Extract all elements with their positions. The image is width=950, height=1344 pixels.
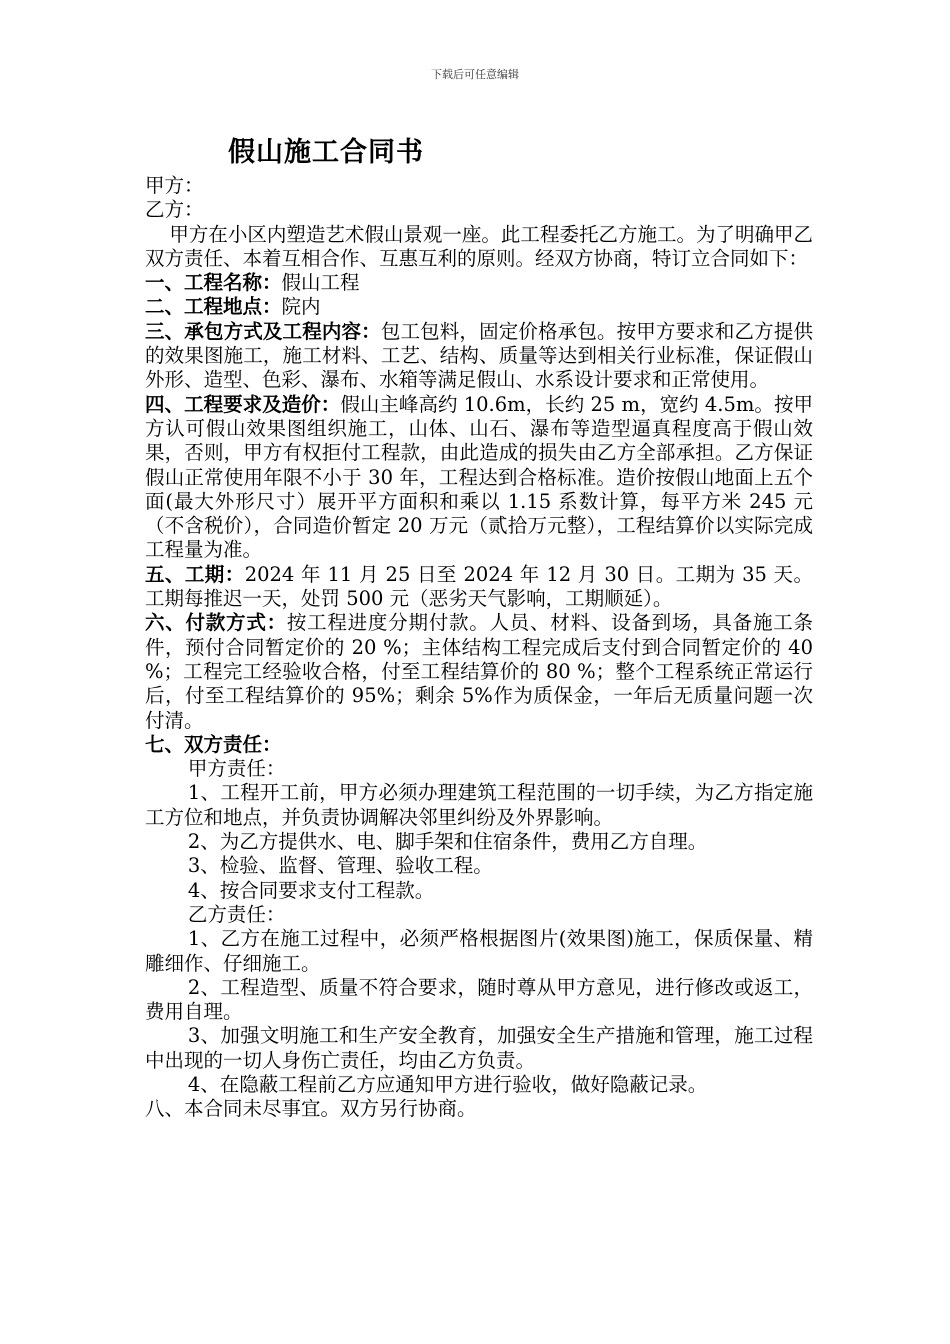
party-a-duty-item: 3、检验、监督、管理、验收工程。 bbox=[187, 854, 493, 878]
party-b-duty-item: 2、工程造型、质量不符合要求，随时尊从甲方意见，进行修改或返工，费用自理。 bbox=[145, 975, 813, 1024]
party-a-duty-item: 4、按合同要求支付工程款。 bbox=[187, 878, 435, 902]
section-1-text: 假山工程 bbox=[281, 271, 360, 295]
page-header-note: 下载后可任意编辑 bbox=[431, 68, 519, 81]
party-b-duty-item: 1、乙方在施工过程中，必须严格根据图片(效果图)施工，保质保量、精雕细作、仔细施工。 bbox=[145, 927, 813, 975]
section-5 bbox=[145, 563, 813, 612]
party-b-duty-item: 4、在隐蔽工程前乙方应通知甲方进行验收，做好隐蔽记录。 bbox=[187, 1072, 708, 1096]
section-5-text: 2024 年 11 月 25 日至 2024 年 12 月 30 日。工期为 35 天。工期每推迟一天，处罚 500 元（恶劣天气影响，工期顺延）。 bbox=[145, 562, 813, 611]
party-a-duty-item: 1、工程开工前，甲方必须办理建筑工程范围的一切手续，为乙方指定施工方位和地点，并负责协调解决邻里纠纷及外界影响。 bbox=[145, 781, 813, 829]
section-2-text: 院内 bbox=[281, 295, 321, 319]
contract-body bbox=[145, 174, 813, 1122]
party-a-duties-label: 甲方责任： bbox=[187, 757, 286, 781]
section-6 bbox=[145, 611, 813, 732]
section-1-heading: 一、工程名称： bbox=[145, 271, 282, 295]
section-4 bbox=[145, 393, 813, 563]
section-4-text: 假山主峰高约 10.6m，长约 25 m，宽约 4.5m。按甲方认可假山效果图组织施工，山体、山石、瀑布等造型逼真程度高于假山效果，否则，甲方有权拒付工程款，由此造成的损失由乙方全部承担。乙方保证假山正常使用年限不小于 30 年，工程达到合格标准。造价按假山地面上五个面(最大外形尺寸）展开平方面积和乘以 1.15 系数计算，每平方米 245 元（不含税价），合同造价暂定 20 万元（贰拾万元整），工程结算价以实际完成工程量为准。 bbox=[145, 392, 813, 562]
section-3 bbox=[145, 320, 813, 393]
party-b-duty-item: 3、加强文明施工和生产安全教育，加强安全生产措施和管理，施工过程中出现的一切人身伤亡责任，均由乙方负责。 bbox=[145, 1024, 813, 1072]
section-7-heading: 七、双方责任： bbox=[145, 732, 282, 756]
section-3-text: 包工包料，固定价格承包。按甲方要求和乙方提供的效果图施工，施工材料、工艺、结构、质量等达到相关行业标准，保证假山外形、造型、色彩、瀑布、水箱等满足假山、水系设计要求和正常使用。 bbox=[145, 319, 813, 392]
section-4-heading: 四、工程要求及造价： bbox=[145, 392, 341, 416]
section-3-heading: 三、承包方式及工程内容： bbox=[145, 319, 381, 343]
party-a-line: 甲方： bbox=[145, 174, 204, 197]
section-1 bbox=[145, 271, 813, 295]
intro-paragraph: 甲方在小区内塑造艺术假山景观一座。此工程委托乙方施工。为了明确甲乙双方责任、本着互相合作、互惠互利的原则。经双方协商，特订立合同如下： bbox=[145, 222, 813, 270]
party-b-duties-label: 乙方责任： bbox=[187, 902, 286, 926]
section-6-heading: 六、付款方式： bbox=[145, 611, 287, 635]
document-title: 假山施工合同书 bbox=[228, 137, 424, 168]
section-7 bbox=[145, 733, 813, 757]
section-5-heading: 五、工期： bbox=[145, 562, 245, 586]
section-6-text: 按工程进度分期付款。人员、材料、设备到场，具备施工条件，预付合同暂定价的 20 %；主体结构工程完成后支付到合同暂定价的 40 %；工程完工经验收合格，付至工程结算价的 80 %；整个工程系统正常运行后，付至工程结算价的 95%；剩余 5%作为质保金，一年后无质量问题一次付清。 bbox=[145, 611, 813, 732]
party-a-duty-item: 2、为乙方提供水、电、脚手架和住宿条件，费用乙方自理。 bbox=[187, 830, 708, 854]
section-2 bbox=[145, 295, 813, 319]
section-2-heading: 二、工程地点： bbox=[145, 295, 282, 319]
section-8: 八、本合同未尽事宜。双方另行协商。 bbox=[145, 1097, 477, 1121]
party-b-line: 乙方： bbox=[145, 198, 204, 222]
